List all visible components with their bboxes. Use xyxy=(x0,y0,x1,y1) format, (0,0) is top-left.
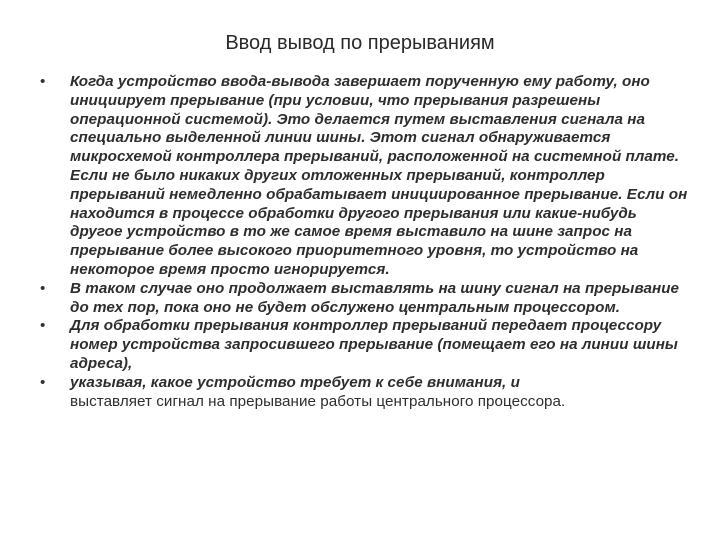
bullet-item xyxy=(38,374,688,412)
bullet-text-plain: выставляет сигнал на прерывание работы центрального процессора. xyxy=(70,392,566,410)
bullet-text: Когда устройство ввода-вывода завершает порученную ему работу, оно инициирует прерывание (при условии, что прерывания разрешены операционной системой). Это делается путем выставления сигнала на специально выделенной линии шины. Этот сигнал обнаруживается микросхемой контроллера прерываний, расположенной на системной плате. Если не было никаких других отложенных прерываний, контроллер прерываний немедленно обрабатывает инициированное прерывание. Если он находится в процессе обработки другого прерывания или какие-нибудь другое устройство в то же самое время выставило на шине запрос на прерывание более высокого приоритетного уровня, то устройство на некоторое время просто игнорируется. xyxy=(70,73,688,278)
bullet-dot-icon: • xyxy=(40,73,46,90)
bullet-text: Для обработки прерывания контроллер прерываний передает процессору номер устройства запросившего прерывание (помещает его на линии шины адреса), xyxy=(70,317,678,372)
bullet-item xyxy=(38,317,688,373)
bullet-dot-icon: • xyxy=(40,373,46,391)
bullet-text: В таком случае оно продолжает выставлять на шину сигнал на прерывание до тех пор, пока оно не будет обслужено центральным процессором. xyxy=(70,279,680,316)
bullet-list xyxy=(38,73,688,411)
bullet-item xyxy=(38,73,688,280)
bullet-item xyxy=(38,280,688,318)
slide-title: Ввод вывод по прерываниям xyxy=(225,32,495,54)
bullet-text: указывая, какое устройство требует к себе внимания, и xyxy=(70,373,520,391)
bullet-dot-icon: • xyxy=(40,317,46,335)
bullet-dot-icon: • xyxy=(40,279,46,297)
